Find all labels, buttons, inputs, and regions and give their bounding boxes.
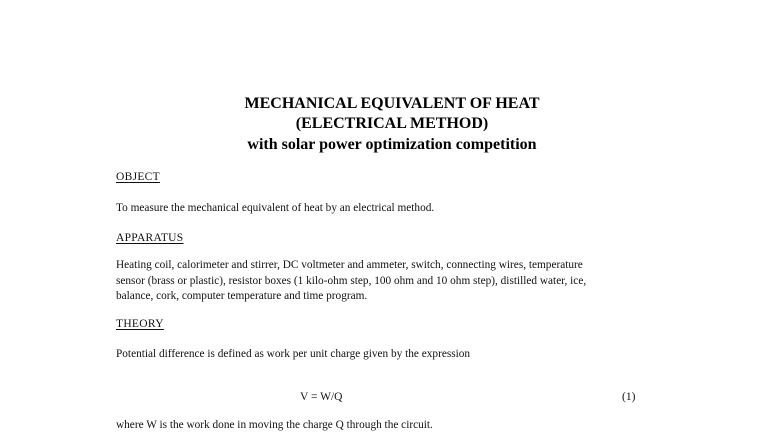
apparatus-line-2: sensor (brass or plastic), resistor boxes (1 kilo-ohm step, 100 ohm and 10 ohm step), distilled water, ice, xyxy=(116,274,587,287)
apparatus-line-1: Heating coil, calorimeter and stirrer, DC voltmeter and ammeter, switch, connecting wires, temperature xyxy=(116,259,583,271)
object-heading: OBJECT xyxy=(116,171,160,183)
equation: V = W/Q xyxy=(300,391,343,403)
theory-after-line: where W is the work done in moving the charge Q through the circuit. xyxy=(116,419,433,431)
title-line-3: with solar power optimization competition xyxy=(247,136,537,153)
theory-intro-line: Potential difference is defined as work per unit charge given by the expression xyxy=(116,348,471,360)
equation-number: (1) xyxy=(622,391,636,403)
object-line-1: To measure the mechanical equivalent of heat by an electrical method. xyxy=(116,202,435,214)
object-paragraph xyxy=(116,201,676,217)
theory-intro xyxy=(116,347,676,363)
apparatus-line-3: balance, cork, computer temperature and time program. xyxy=(116,290,368,302)
title-line-2: (ELECTRICAL METHOD) xyxy=(295,115,489,132)
theory-after xyxy=(116,418,676,434)
theory-heading: THEORY xyxy=(116,318,164,330)
apparatus-heading: APPARATUS xyxy=(116,232,184,244)
apparatus-paragraph xyxy=(116,258,676,305)
title-line-1: MECHANICAL EQUIVALENT OF HEAT xyxy=(244,95,540,112)
